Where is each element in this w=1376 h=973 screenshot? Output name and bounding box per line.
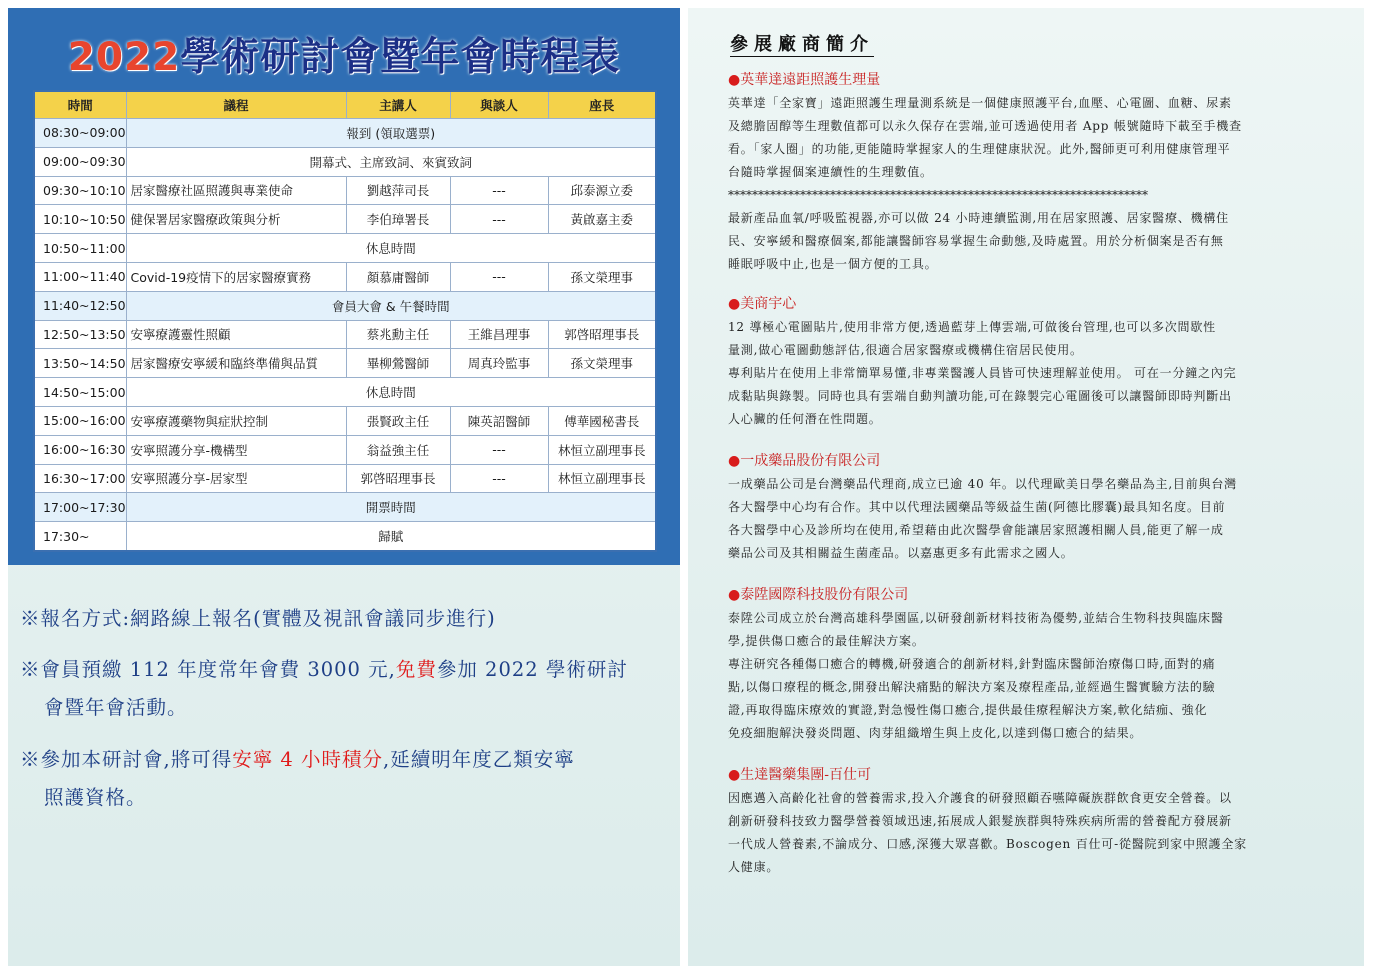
note-fee-text-cont: 參加 2022 學術研討	[436, 658, 628, 681]
note-credits-highlight: 安寧 4 小時積分	[232, 748, 384, 771]
company-name-text: 生達醫藥集團-百仕可	[740, 767, 871, 783]
schedule-row	[34, 234, 656, 263]
row-chair: 郭啓昭理事長	[548, 320, 656, 349]
company-name-text: 泰陞國際科技股份有限公司	[740, 587, 909, 603]
row-topic: 安寧照護分享-居家型	[126, 464, 346, 493]
company-description-line: 睡眠呼吸中止,也是一個方便的工具。	[728, 257, 938, 271]
schedule-row	[34, 320, 656, 349]
schedule-row	[34, 464, 656, 493]
schedule-row	[34, 435, 656, 464]
header-time: 時間	[34, 91, 126, 119]
company-description-line: 創新研發科技致力醫學營養領域迅速,拓展成人銀髮族群與特殊疾病所需的營養配方發展新	[728, 814, 1232, 828]
note-membership-fee	[20, 651, 670, 727]
note-credits-text-end: 照護資格。	[44, 786, 147, 809]
company-name	[728, 70, 1324, 90]
company-description-line: 台隨時掌握個案連續性的生理數值。	[728, 165, 933, 179]
row-event: 會員大會 & 午餐時間	[126, 291, 656, 320]
row-topic: 安寧照護分享-機構型	[126, 435, 346, 464]
company-name	[728, 294, 1324, 314]
note-credits-text: ※參加本研討會,將可得	[20, 748, 233, 771]
company-block	[728, 585, 1324, 745]
company-description-line: 證,再取得臨床療效的實證,對急慢性傷口癒合,提供最佳療程解決方案,軟化結痂、強化	[728, 703, 1208, 717]
schedule-row	[34, 493, 656, 522]
schedule-table	[33, 90, 657, 552]
company-description-line: 民、安寧緩和醫療個案,都能讓醫師容易掌握生命動態,及時處置。用於分析個案是否有無	[728, 234, 1224, 248]
row-time: 16:00~16:30	[34, 435, 126, 464]
note-credits-text-cont: ,延續明年度乙類安寧	[383, 748, 575, 771]
exhibitor-panel	[688, 8, 1364, 966]
row-topic: 居家醫療安寧緩和臨終準備與品質	[126, 349, 346, 378]
company-description-line: 專注研究各種傷口癒合的轉機,研發適合的創新材料,針對臨床醫師治療傷口時,面對的痛	[728, 657, 1216, 671]
row-topic: 居家醫療社區照護與專業使命	[126, 176, 346, 205]
row-time: 08:30~09:00	[34, 119, 126, 148]
row-chair: 孫文榮理事	[548, 262, 656, 291]
row-time: 10:50~11:00	[34, 234, 126, 263]
row-chair: 林恒立副理事長	[548, 464, 656, 493]
schedule-row	[34, 205, 656, 234]
row-chair: 傅華國秘書長	[548, 406, 656, 435]
row-speaker: 劉越萍司長	[346, 176, 450, 205]
header-panelist: 與談人	[450, 91, 548, 119]
note-fee-text-end: 會暨年會活動。	[44, 696, 188, 719]
row-time: 11:40~12:50	[34, 291, 126, 320]
row-topic: 安寧療護藥物與症狀控制	[126, 406, 346, 435]
row-event: 休息時間	[126, 234, 656, 263]
schedule-row	[34, 522, 656, 551]
row-panelist: ---	[450, 435, 548, 464]
schedule-card	[8, 8, 680, 565]
row-speaker: 顏慕庸醫師	[346, 262, 450, 291]
company-block	[728, 294, 1324, 431]
row-speaker: 郭啓昭理事長	[346, 464, 450, 493]
header-topic: 議程	[126, 91, 346, 119]
note-registration-text: ※報名方式:網路線上報名(實體及視訊會議同步進行)	[20, 607, 496, 630]
row-speaker: 蔡兆勳主任	[346, 320, 450, 349]
row-panelist: ---	[450, 205, 548, 234]
company-description-line: 12 導極心電圖貼片,使用非常方便,透過藍芽上傳雲端,可做後台管理,也可以多次間歇性	[728, 320, 1216, 334]
title-year: 2022	[67, 35, 181, 80]
schedule-body	[34, 119, 656, 551]
note-fee-text: ※會員預繳 112 年度常年會費 3000 元,	[20, 658, 396, 681]
row-chair: 林恒立副理事長	[548, 435, 656, 464]
row-panelist: 陳英詔醫師	[450, 406, 548, 435]
row-time: 17:30~	[34, 522, 126, 551]
company-description-line: 學,提供傷口癒合的最佳解決方案。	[728, 634, 925, 648]
note-registration	[20, 600, 670, 638]
company-name-text: 一成藥品股份有限公司	[740, 453, 881, 469]
company-description-line: 量測,做心電圖動態評估,很適合居家醫療或機構住宿居民使用。	[728, 343, 1083, 357]
company-description-line: **********************************************************************	[728, 188, 1148, 202]
company-description-line: 專利貼片在使用上非常簡單易懂,非專業醫護人員皆可快速理解並使用。 可在一分鐘之內完	[728, 366, 1237, 380]
row-event: 開票時間	[126, 493, 656, 522]
row-time: 10:10~10:50	[34, 205, 126, 234]
row-time: 09:30~10:10	[34, 176, 126, 205]
row-speaker: 張賢政主任	[346, 406, 450, 435]
row-chair: 孫文榮理事	[548, 349, 656, 378]
row-event: 歸賦	[126, 522, 656, 551]
header-chair: 座長	[548, 91, 656, 119]
row-panelist: 周真玲監事	[450, 349, 548, 378]
schedule-row	[34, 119, 656, 148]
row-panelist: ---	[450, 464, 548, 493]
schedule-row	[34, 262, 656, 291]
company-description-line: 人健康。	[728, 860, 780, 874]
company-description-line: 免疫細胞解決發炎問題、肉芽組織增生與上皮化,以達到傷口癒合的結果。	[728, 726, 1143, 740]
row-time: 09:00~09:30	[34, 147, 126, 176]
row-chair: 黃啟嘉主委	[548, 205, 656, 234]
company-description-line: 成黏貼與錄製。同時也具有雲端自動判讀功能,可在錄製完心電圖後可以讓醫師即時判斷出	[728, 389, 1232, 403]
company-description-line: 英華達「全家寶」遠距照護生理量測系統是一個健康照護平台,血壓、心電圖、血糖、尿素	[728, 96, 1232, 110]
title-text: 學術研討會暨年會時程表	[180, 35, 621, 80]
row-panelist: ---	[450, 176, 548, 205]
row-panelist: 王維昌理事	[450, 320, 548, 349]
company-description-line: 各大醫學中心均有合作。其中以代理法國藥品等級益生菌(阿德比膠囊)最具知名度。目前	[728, 500, 1226, 514]
schedule-row	[34, 291, 656, 320]
header-speaker: 主講人	[346, 91, 450, 119]
row-panelist: ---	[450, 262, 548, 291]
company-description-line: 看。「家人圈」的功能,更能隨時掌握家人的生理健康狀況。此外,醫師更可利用健康管理平	[728, 142, 1231, 156]
company-description-line: 一成藥品公司是台灣藥品代理商,成立已逾 40 年。以代理歐美日學名藥品為主,目前與台灣	[728, 477, 1237, 491]
row-chair: 邱泰源立委	[548, 176, 656, 205]
company-name	[728, 765, 1324, 785]
company-description-line: 人心臟的任何潛在性問題。	[728, 412, 882, 426]
row-topic: 安寧療護靈性照顧	[126, 320, 346, 349]
row-event: 休息時間	[126, 378, 656, 407]
row-time: 17:00~17:30	[34, 493, 126, 522]
row-topic: 健保署居家醫療政策與分析	[126, 205, 346, 234]
row-time: 12:50~13:50	[34, 320, 126, 349]
company-block	[728, 765, 1324, 879]
company-description-line: 泰陞公司成立於台灣高雄科學園區,以研發創新材料技術為優勢,並結合生物科技與臨床醫	[728, 611, 1224, 625]
row-time: 15:00~16:00	[34, 406, 126, 435]
row-speaker: 畢柳鶯醫師	[346, 349, 450, 378]
company-block	[728, 70, 1324, 276]
row-time: 13:50~14:50	[34, 349, 126, 378]
row-speaker: 李伯璋署長	[346, 205, 450, 234]
row-topic: Covid-19疫情下的居家醫療實務	[126, 262, 346, 291]
company-block	[728, 451, 1324, 565]
schedule-row	[34, 147, 656, 176]
row-event: 開幕式、主席致詞、來賓致詞	[126, 147, 656, 176]
row-event: 報到 (領取選票)	[126, 119, 656, 148]
company-description-line: 最新產品血氧/呼吸監視器,亦可以做 24 小時連續監測,用在居家照護、居家醫療、機構住	[728, 211, 1229, 225]
row-speaker: 翁益強主任	[346, 435, 450, 464]
schedule-row	[34, 378, 656, 407]
schedule-title	[8, 26, 680, 82]
schedule-row	[34, 349, 656, 378]
company-description-line: 點,以傷口療程的概念,開發出解決痛點的解決方案及療程產品,並經過生醫實驗方法的驗	[728, 680, 1216, 694]
row-time: 14:50~15:00	[34, 378, 126, 407]
row-time: 16:30~17:00	[34, 464, 126, 493]
bullet-icon: ●	[728, 453, 741, 469]
note-free-highlight: 免費	[395, 658, 437, 681]
company-name	[728, 585, 1324, 605]
company-name-text: 美商宇心	[740, 296, 797, 312]
schedule-flyer-panel	[8, 8, 680, 966]
company-name	[728, 451, 1324, 471]
company-description-line: 一代成人營養素,不論成分、口感,深獲大眾喜歡。Boscogen 百仕可-從醫院到家中照護全家	[728, 837, 1247, 851]
table-header-row	[34, 91, 656, 119]
note-credits	[20, 741, 670, 817]
company-description-line: 各大醫學中心及診所均在使用,希望藉由此次醫學會能讓居家照護相關人員,能更了解一成	[728, 523, 1224, 537]
bullet-icon: ●	[728, 587, 741, 603]
company-description-line: 因應邁入高齡化社會的營養需求,投入介護食的研發照顧吞嚥障礙族群飲食更安全營養。以	[728, 791, 1232, 805]
company-name-text: 英華達遠距照護生理量	[740, 72, 881, 88]
schedule-row	[34, 176, 656, 205]
bullet-icon: ●	[728, 296, 741, 312]
exhibitor-heading: 參展廠商簡介	[730, 34, 874, 55]
bullet-icon: ●	[728, 767, 741, 783]
company-description-line: 及總膽固醇等生理數值都可以永久保存在雲端,並可透過使用者 App 帳號隨時下載至手機查	[728, 119, 1242, 133]
row-time: 11:00~11:40	[34, 262, 126, 291]
company-description-line: 藥品公司及其相關益生菌產品。以嘉惠更多有此需求之國人。	[728, 546, 1074, 560]
bullet-icon: ●	[728, 72, 741, 88]
schedule-row	[34, 406, 656, 435]
